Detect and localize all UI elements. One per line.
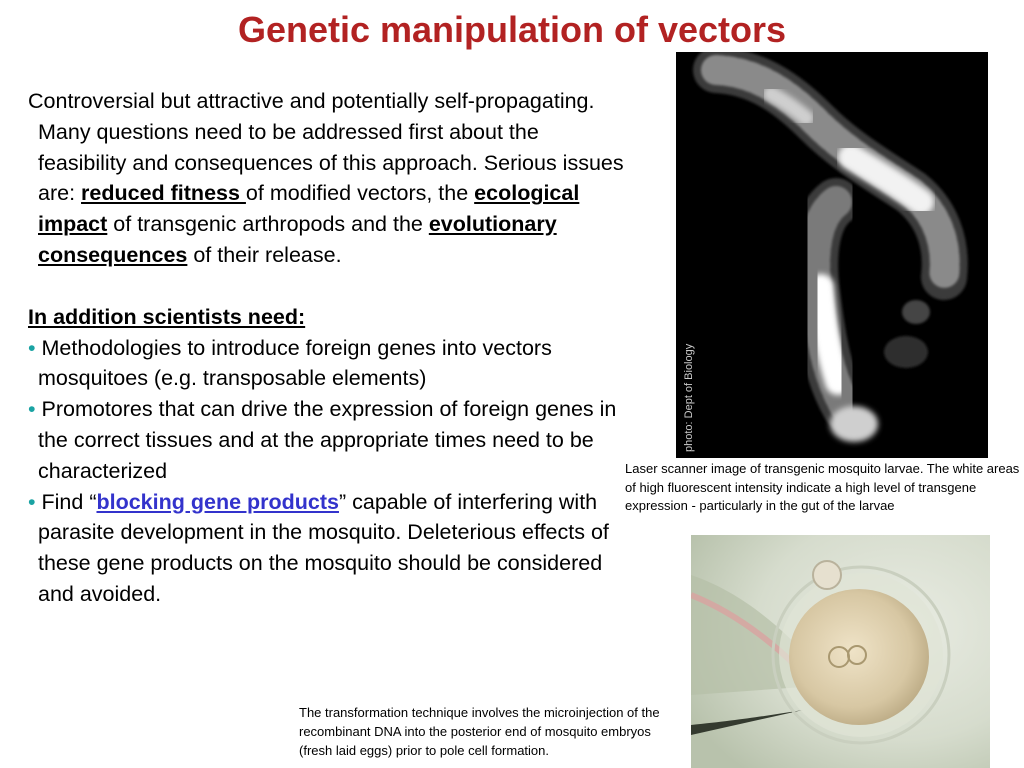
open-quote: “ (89, 489, 97, 514)
intro-text-4: of their release. (187, 242, 342, 267)
bullet-icon: • (28, 335, 36, 360)
bullet-item (28, 394, 628, 486)
larvae-illustration (676, 52, 988, 458)
intro-text-2: of modified vectors, the (245, 181, 475, 206)
bullet-text: Find (35, 489, 90, 514)
intro-paragraph (28, 86, 628, 271)
intro-text-3: of transgenic arthropods and the (107, 212, 429, 237)
needs-heading: In addition scientists need: (28, 304, 306, 329)
bullet-item (28, 487, 628, 610)
bullet-text: Methodologies to introduce foreign genes into vectors mosquitoes (e.g. transposable elements) (35, 335, 552, 391)
bullet-item (28, 333, 628, 395)
slide-title: Genetic manipulation of vectors (237, 9, 787, 50)
intro-text-1: Controversial but attractive and potentially self-propagating. Many questions need to be addressed first about the feasibility and consequences of this approach. Serious issues are: (28, 89, 624, 206)
slide-body (28, 86, 628, 610)
term-reduced-fitness: reduced fitness (81, 181, 246, 206)
embryo-illustration (691, 535, 990, 768)
mosquito-embryo-image (691, 535, 990, 768)
close-quote: ” (338, 489, 347, 514)
bullet-icon: • (28, 489, 36, 514)
photo-credit: photo: Dept of Biology (683, 343, 695, 452)
mosquito-larvae-image (676, 52, 988, 458)
bullet-text-end: capable of interfering with parasite development in the mosquito. Deleterious effects of these gene products on the mosquito should be considered and avoided. (38, 489, 609, 606)
bullet-text: Promotores that can drive the expression of foreign genes in the correct tissues and at the appropriate times need to be characterized (35, 397, 617, 483)
larvae-image-caption: Laser scanner image of transgenic mosquito larvae. The white areas of high fluorescent intensity indicate a high level of transgene expression - particularly in the gut of the larvae (625, 461, 1020, 513)
term-ecological-impact: ecological impact (38, 181, 580, 237)
blocking-gene-products-link[interactable]: blocking gene products (96, 489, 339, 514)
bullet-icon: • (28, 397, 36, 422)
embryo-image-caption: The transformation technique involves the microinjection of the recombinant DNA into the posterior end of mosquito embryos (fresh laid eggs) prior to pole cell formation. (299, 705, 660, 758)
term-evolutionary-consequences: evolutionary consequences (38, 212, 557, 267)
